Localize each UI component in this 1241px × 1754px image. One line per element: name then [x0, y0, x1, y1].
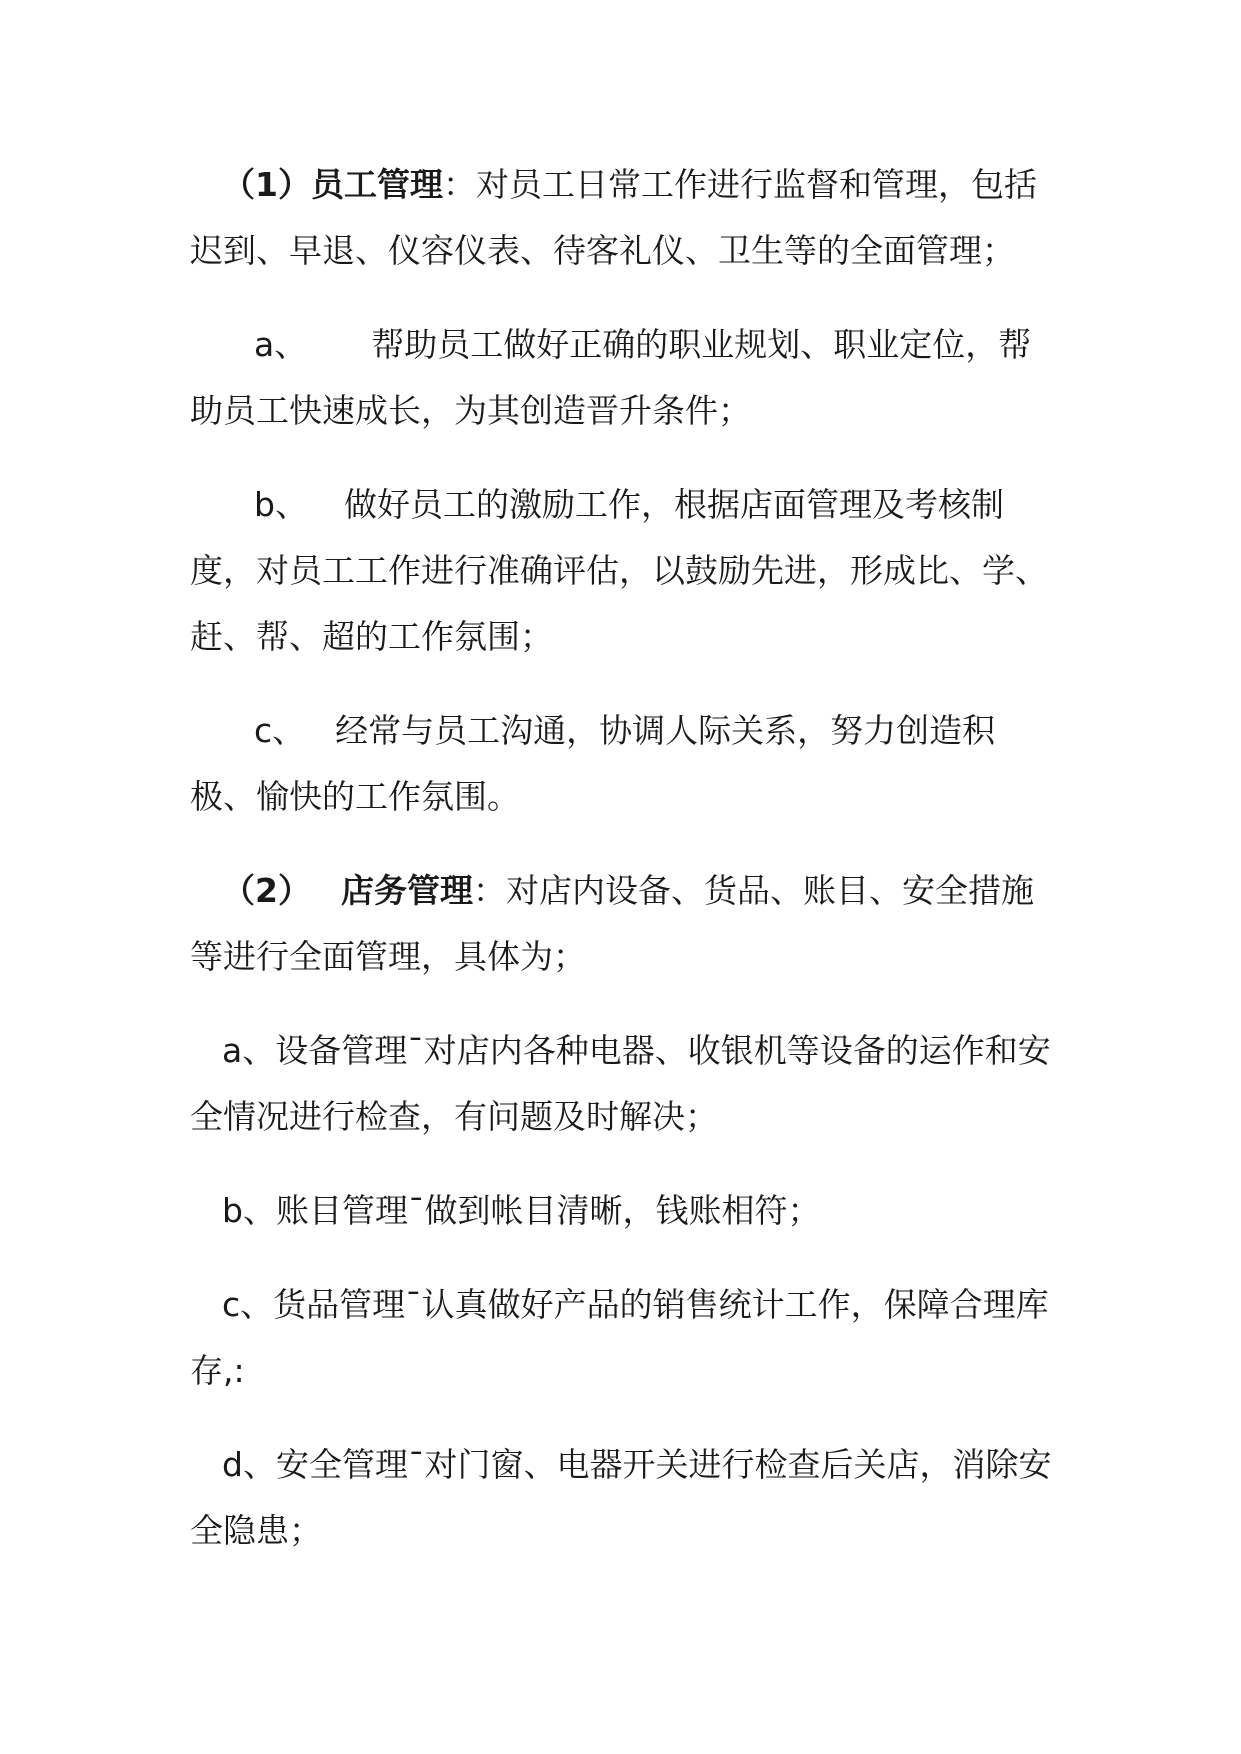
staff-management-paragraph: [190, 152, 1061, 284]
staff-item-c: [190, 698, 1061, 830]
store-item-a: a、设备管理¯对店内各种电器、收银机等设备的运作和安全情况进行检查，有问题及时解决；: [190, 1031, 1051, 1136]
store-section-title: 店务管理: [340, 871, 473, 910]
staff-item-c-marker: c、: [254, 711, 306, 750]
staff-item-b: [190, 472, 1061, 670]
staff-section-text: ：对员工日常工作进行监督和管理，包括迟到、早退、仪容仪表、待客礼仪、卫生等的全面管理；: [190, 165, 1037, 270]
staff-item-b-text: 做好员工的激励工作，根据店面管理及考核制度，对员工工作进行准确评估，以鼓励先进，形成比、学、赶、帮、超的工作氛围；: [190, 485, 1048, 656]
store-item-d: d、安全管理¯对门窗、电器开关进行检查后关店，消除安全隐患；: [190, 1445, 1052, 1550]
staff-item-c-text: 经常与员工沟通，协调人际关系，努力创造积极、愉快的工作氛围。: [190, 711, 996, 816]
staff-item-a-marker: a、: [254, 325, 308, 364]
store-section-text: ：对店内设备、货品、账目、安全措施等进行全面管理，具体为；: [190, 871, 1034, 976]
staff-item-a: [190, 312, 1061, 444]
store-item-b: b、账目管理¯做到帐目清晰，钱账相符；: [222, 1191, 821, 1230]
staff-section-number: （1）: [222, 165, 311, 204]
store-item-c: c、货品管理¯认真做好产品的销售统计工作，保障合理库存,:: [190, 1285, 1049, 1390]
staff-item-a-text: 帮助员工做好正确的职业规划、职业定位，帮助员工快速成长，为其创造晋升条件；: [190, 325, 1032, 430]
store-management-paragraph: [190, 858, 1061, 990]
staff-section-title: 员工管理: [310, 165, 443, 204]
staff-item-b-marker: b、: [254, 485, 308, 524]
store-section-number: （2）: [222, 871, 311, 910]
